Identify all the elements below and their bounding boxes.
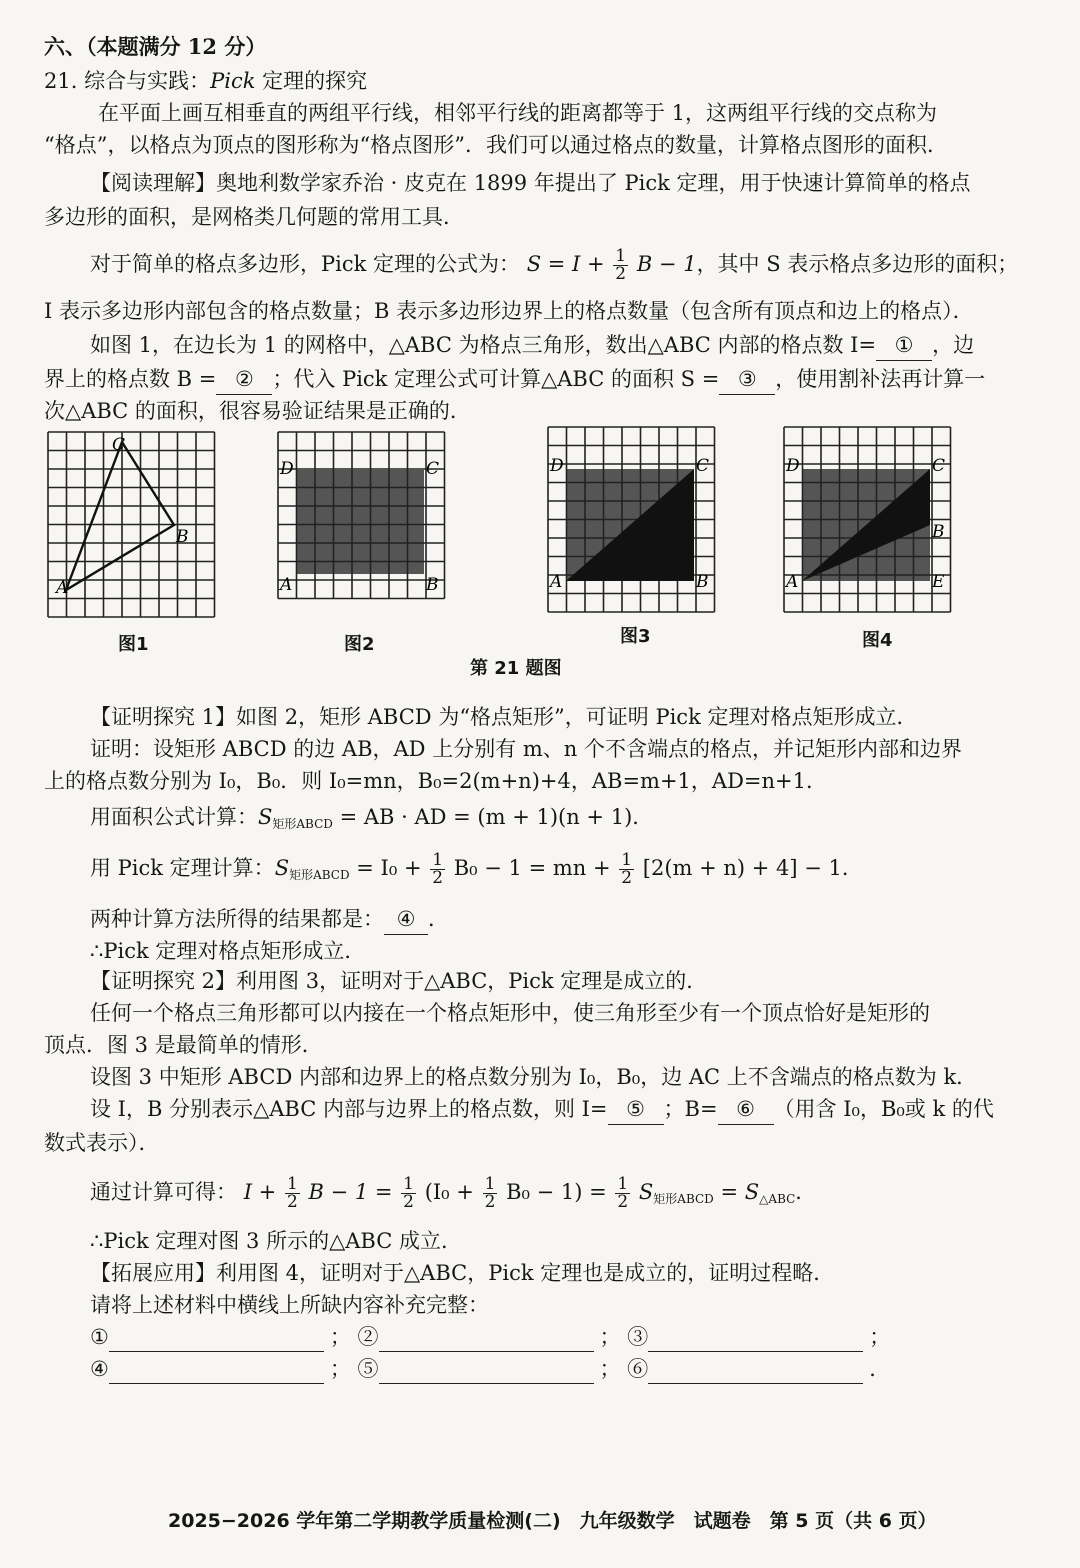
figure-1-grid	[46, 430, 218, 622]
figure-group-caption: 第 21 题图	[470, 658, 562, 679]
figure-3-caption: 图3	[620, 626, 651, 647]
figure-3-grid	[546, 425, 718, 617]
fraction-num: 1	[403, 1174, 414, 1194]
formula-lhs: S = I +	[526, 252, 605, 276]
blank-6[interactable]: ⑥	[718, 1094, 774, 1125]
question-title-prefix: 综合与实践：	[84, 69, 211, 93]
fraction-half	[619, 852, 634, 887]
fraction-den: 2	[432, 868, 444, 888]
proof1-result	[90, 904, 449, 935]
answer-row-1	[90, 1322, 890, 1352]
proof2-line-6: 数式表示）．	[44, 1131, 160, 1155]
figure-1-caption: 图1	[118, 634, 149, 655]
extension-line-2: 请将上述材料中横线上所缺内容补充完整：	[90, 1293, 489, 1317]
proof2-line-5	[90, 1094, 994, 1125]
question-title-pick: Pick	[210, 69, 256, 93]
intro-line-2: “格点”，以格点为顶点的图形称为“格点图形”．我们可以通过格点的数量，计算格点图形的面积．	[44, 133, 948, 157]
answer-sep-2: ；	[599, 1325, 621, 1349]
fraction-num: 1	[615, 246, 627, 266]
calc-f-sub: △ABC	[759, 1192, 796, 1206]
reading-line-5	[90, 330, 974, 361]
answer-sep-3: ；	[869, 1325, 891, 1349]
fig4-label-c: C	[932, 456, 946, 476]
figure-2-grid	[276, 430, 448, 602]
fig1-label-c: C	[112, 435, 126, 455]
reading-line-7: 次△ABC 的面积，很容易验证结果是正确的．	[44, 399, 471, 423]
proof1-pick-formula	[90, 852, 863, 890]
fraction-half	[430, 852, 445, 887]
formula-rhs: B − 1	[636, 252, 697, 276]
formula-intro: 对于简单的格点多边形，Pick 定理的公式为：	[90, 252, 521, 276]
proof1-conclusion: ∴Pick 定理对格点矩形成立．	[90, 939, 366, 963]
reading-line-1: 【阅读理解】奥地利数学家乔治 · 皮克在 1899 年提出了 Pick 定理，用于快速计算简单的格点	[90, 171, 971, 195]
fig3-label-c: C	[696, 456, 710, 476]
area-rhs: = AB · AD = (m + 1)(n + 1)．	[339, 805, 654, 829]
figure-4-caption: 图4	[862, 630, 893, 651]
fraction-den: 2	[286, 1192, 298, 1212]
answer-field-3[interactable]	[648, 1329, 863, 1352]
calc-a: I +	[243, 1180, 277, 1204]
line6-text: 界上的格点数 B =	[44, 367, 217, 391]
line5b-end: （用含 I₀，B₀或 k 的代	[773, 1097, 994, 1121]
fraction-half	[285, 1176, 300, 1211]
fraction-half	[483, 1176, 498, 1211]
answer-sep-5: ；	[599, 1357, 621, 1381]
pick-formula-line	[90, 248, 1018, 283]
fraction-half	[401, 1176, 416, 1211]
answer-field-2[interactable]	[379, 1329, 594, 1352]
fraction-num: 1	[621, 850, 633, 870]
proof2-line-2: 任何一个格点三角形都可以内接在一个格点矩形中，使三角形至少有一个顶点恰好是矩形的	[90, 1001, 930, 1025]
answer-field-5[interactable]	[379, 1361, 594, 1384]
figure-4-grid	[782, 425, 954, 617]
fraction-num: 1	[286, 1174, 298, 1194]
answer-label-4: ④	[90, 1357, 109, 1381]
answer-label-3: ③	[627, 1325, 649, 1349]
proof1-line-1: 【证明探究 1】如图 2，矩形 ABCD 为“格点矩形”，可证明 Pick 定理对格点矩形成立．	[90, 705, 918, 729]
figure-2-caption: 图2	[344, 634, 375, 655]
fraction-half	[615, 1176, 630, 1211]
page-footer: 2025−2026 学年第二学期教学质量检测(二) 九年级数学 试题卷 第 5 页（共 6 页）	[168, 1510, 937, 1532]
calc-e-sub: 矩形ABCD	[653, 1192, 714, 1206]
pick-intro: 用 Pick 定理计算：	[90, 856, 275, 880]
reading-line-4: I 表示多边形内部包含的格点数量；B 表示多边形边界上的格点数量（包含所有顶点和边上的格点）．	[44, 299, 974, 323]
proof1-line-3: 上的格点数分别为 I₀，B₀．则 I₀=mn，B₀=2(m+n)+4，AB=m+1，AD=n+1．	[44, 769, 827, 793]
answer-label-1: ①	[90, 1325, 109, 1349]
proof2-calculation	[90, 1176, 816, 1214]
answer-label-6: ⑥	[627, 1357, 649, 1381]
proof1-line-2: 证明：设矩形 ABCD 的边 AB，AD 上分别有 m、n 个不含端点的格点，并记矩形内部和边界	[90, 737, 962, 761]
fig4-label-a: A	[786, 572, 799, 592]
fig2-label-c: C	[426, 459, 440, 479]
intro-line-1: 在平面上画互相垂直的两组平行线，相邻平行线的距离都等于 1，这两组平行线的交点称为	[98, 101, 938, 125]
fraction-num: 1	[484, 1174, 496, 1194]
question-title	[44, 66, 367, 96]
line6-mid: ；代入 Pick 定理公式可计算△ABC 的面积 S =	[272, 367, 720, 391]
fig3-label-b: B	[696, 572, 709, 592]
calc-b: B − 1 =	[308, 1180, 393, 1204]
blank-4[interactable]: ④	[384, 904, 428, 935]
answer-field-6[interactable]	[648, 1361, 863, 1384]
answer-end: ．	[869, 1357, 891, 1381]
fig3-label-a: A	[550, 572, 563, 592]
pick-s: S	[274, 856, 290, 880]
area-s: S	[258, 805, 273, 829]
fraction-den: 2	[484, 1192, 496, 1212]
pick-mid2: B₀ − 1 = mn +	[453, 856, 611, 880]
fig2-label-d: D	[280, 459, 294, 479]
blank-1[interactable]: ①	[876, 330, 932, 361]
fraction-half	[613, 248, 628, 283]
calc-e: S	[638, 1180, 654, 1204]
fig1-triangle-abc	[66, 442, 174, 590]
result-intro: 两种计算方法所得的结果都是：	[90, 907, 384, 931]
fraction-den: 2	[617, 1192, 629, 1212]
proof2-line-3: 顶点．图 3 是最简单的情形．	[44, 1033, 323, 1057]
line5-end: ，边	[932, 333, 975, 357]
fig2-label-a: A	[280, 575, 293, 595]
fig4-label-d: D	[786, 456, 800, 476]
proof2-line-4: 设图 3 中矩形 ABCD 内部和边界上的格点数分别为 I₀，B₀，边 AC 上不含端点的格点数为 k．	[90, 1065, 978, 1089]
line5b-text: 设 I，B 分别表示△ABC 内部与边界上的格点数，则 I=	[90, 1097, 608, 1121]
extension-line-1: 【拓展应用】利用图 4，证明对于△ABC，Pick 定理也是成立的，证明过程略．	[90, 1261, 835, 1285]
blank-5[interactable]: ⑤	[608, 1094, 664, 1125]
section-header: 六、（本题满分 12 分）	[44, 34, 267, 59]
fig2-label-b: B	[426, 575, 439, 595]
proof2-line-1: 【证明探究 2】利用图 3，证明对于△ABC，Pick 定理是成立的．	[90, 969, 708, 993]
fraction-num: 1	[617, 1174, 629, 1194]
answer-label-2: ②	[357, 1325, 379, 1349]
question-number: 21.	[44, 69, 78, 93]
calc-c: (I₀ +	[424, 1180, 474, 1204]
fig4-label-b: B	[932, 522, 945, 542]
fig4-label-e: E	[932, 572, 945, 592]
line5b-mid: ；B=	[663, 1097, 718, 1121]
calc-d: B₀ − 1) =	[506, 1180, 607, 1204]
question-title-suffix: 定理的探究	[255, 69, 368, 93]
fraction-den: 2	[403, 1192, 414, 1212]
calc-end: ．	[795, 1180, 817, 1204]
answer-label-5: ⑤	[357, 1357, 379, 1381]
result-end: ．	[428, 907, 449, 931]
calc-f: = S	[720, 1180, 760, 1204]
calc-intro: 通过计算可得：	[90, 1180, 237, 1204]
line6-end: ，使用割补法再计算一	[775, 367, 986, 391]
answer-field-4[interactable]	[109, 1361, 324, 1384]
proof2-conclusion: ∴Pick 定理对图 3 所示的△ABC 成立．	[90, 1229, 462, 1253]
answer-sep-1: ；	[329, 1325, 351, 1349]
area-subscript: 矩形ABCD	[272, 817, 333, 831]
fraction-num: 1	[432, 850, 444, 870]
blank-3[interactable]: ③	[719, 364, 775, 395]
answer-row-2	[90, 1354, 890, 1384]
fraction-den: 2	[615, 264, 627, 284]
line5-text: 如图 1，在边长为 1 的网格中，△ABC 为格点三角形，数出△ABC 内部的格点数 I=	[90, 333, 877, 357]
answer-sep-4: ；	[329, 1357, 351, 1381]
fig1-label-a: A	[56, 578, 69, 598]
answer-field-1[interactable]	[109, 1329, 324, 1352]
pick-end: [2(m + n) + 4] − 1．	[642, 856, 863, 880]
reading-line-2: 多边形的面积，是网格类几何题的常用工具．	[44, 205, 464, 229]
fig3-label-d: D	[550, 456, 564, 476]
area-intro: 用面积公式计算：	[90, 805, 258, 829]
fig1-label-b: B	[176, 527, 189, 547]
pick-mid: = I₀ +	[356, 856, 422, 880]
proof1-area-formula	[90, 802, 653, 839]
pick-subscript: 矩形ABCD	[289, 868, 350, 882]
blank-2[interactable]: ②	[216, 364, 272, 395]
fraction-den: 2	[621, 868, 633, 888]
reading-line-6	[44, 364, 985, 395]
formula-post: ，其中 S 表示格点多边形的面积；	[696, 252, 1019, 276]
